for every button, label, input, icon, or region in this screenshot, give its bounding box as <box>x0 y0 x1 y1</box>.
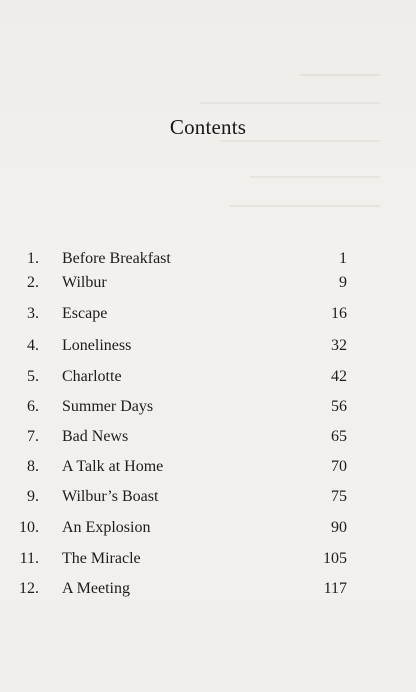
show-through-decoration <box>200 102 380 104</box>
chapter-title: A Meeting <box>62 580 130 597</box>
page-number: 65 <box>331 428 347 445</box>
page-number: 90 <box>331 519 347 536</box>
chapter-number: 1. <box>27 250 39 267</box>
page-number: 75 <box>331 488 347 505</box>
toc-row <box>0 247 416 271</box>
toc-row <box>0 577 416 601</box>
show-through-decoration <box>220 140 380 142</box>
chapter-title: The Miracle <box>62 550 141 567</box>
page-number: 42 <box>331 368 347 385</box>
page-number: 16 <box>331 305 347 322</box>
toc-row <box>0 516 416 540</box>
page-number: 1 <box>339 250 347 267</box>
page-number: 70 <box>331 458 347 475</box>
chapter-number: 5. <box>27 368 39 385</box>
toc-row <box>0 455 416 479</box>
chapter-title: Charlotte <box>62 368 122 385</box>
chapter-number: 9. <box>27 488 39 505</box>
chapter-title: Before Breakfast <box>62 250 171 267</box>
page-number: 105 <box>323 550 347 567</box>
chapter-title: Escape <box>62 305 108 322</box>
chapter-number: 8. <box>27 458 39 475</box>
chapter-title: Wilbur <box>62 274 107 291</box>
toc-row <box>0 547 416 571</box>
chapter-number: 7. <box>27 428 39 445</box>
chapter-title: Wilbur’s Boast <box>62 488 159 505</box>
page-number: 117 <box>323 580 347 597</box>
page-number: 32 <box>331 337 347 354</box>
toc-row <box>0 395 416 419</box>
show-through-decoration <box>300 74 380 76</box>
toc-row <box>0 485 416 509</box>
chapter-number: 12. <box>19 580 39 597</box>
toc-row <box>0 425 416 449</box>
toc-row <box>0 365 416 389</box>
show-through-decoration <box>250 176 380 178</box>
toc-row <box>0 334 416 358</box>
chapter-title: Summer Days <box>62 398 154 415</box>
chapter-title: Bad News <box>62 428 129 445</box>
page-number: 56 <box>331 398 347 415</box>
chapter-title: A Talk at Home <box>62 458 164 475</box>
chapter-number: 3. <box>27 305 39 322</box>
chapter-number: 2. <box>27 274 39 291</box>
toc-row <box>0 271 416 295</box>
toc-row <box>0 302 416 326</box>
chapter-number: 4. <box>27 337 39 354</box>
chapter-number: 10. <box>19 519 39 536</box>
chapter-number: 6. <box>27 398 39 415</box>
chapter-number: 11. <box>19 550 39 567</box>
page-title: Contents <box>169 115 247 139</box>
page-number: 9 <box>339 274 347 291</box>
chapter-title: An Explosion <box>62 519 151 536</box>
show-through-decoration <box>230 205 380 207</box>
chapter-title: Loneliness <box>62 337 132 354</box>
